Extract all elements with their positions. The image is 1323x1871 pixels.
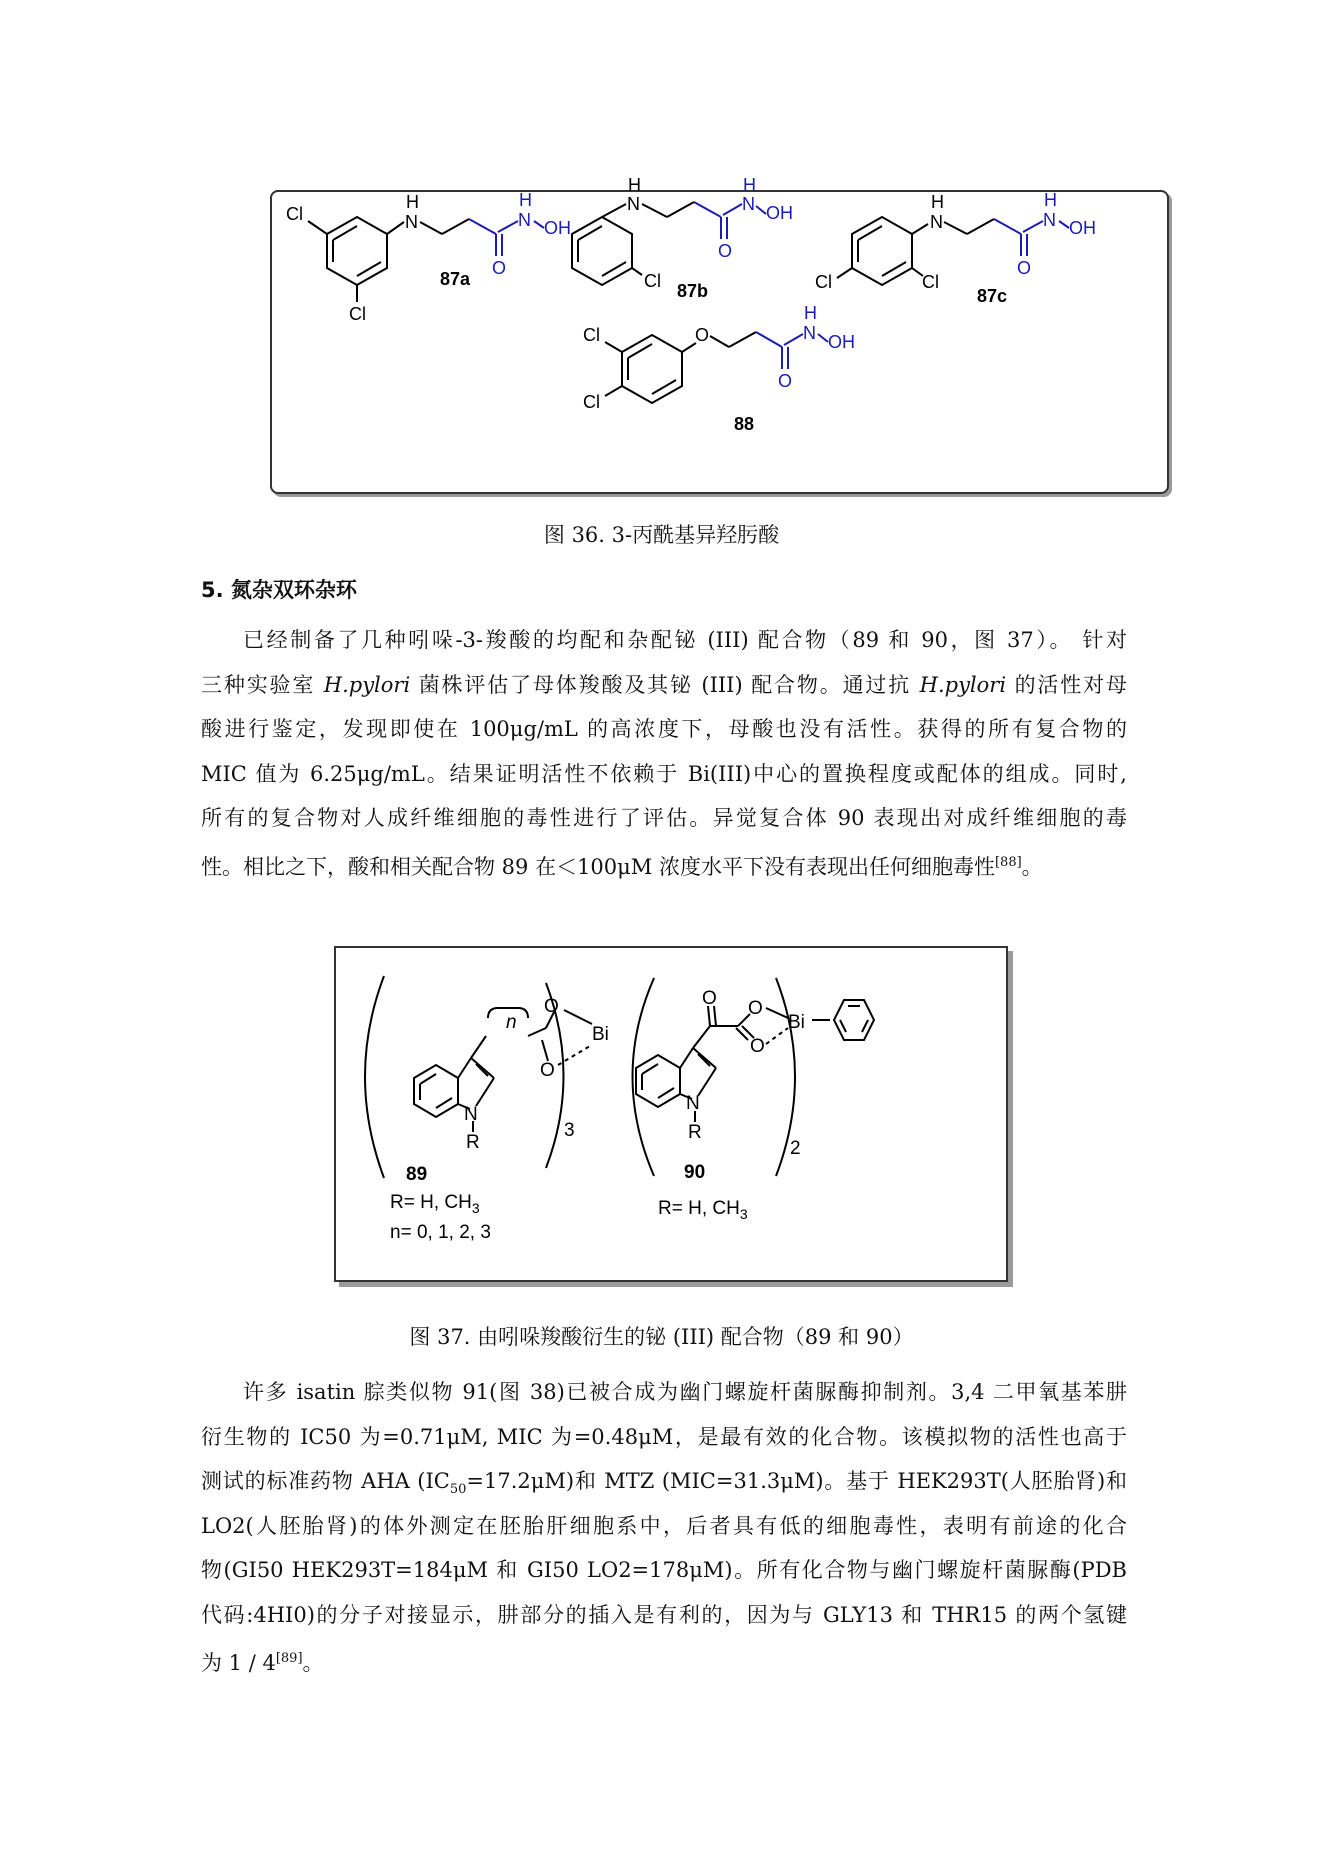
87c-linker-h: H: [931, 192, 944, 212]
90-subscript: 2: [790, 1138, 801, 1159]
87c-linker: N: [930, 212, 943, 232]
87b-n: N: [742, 194, 755, 214]
89-subscript: 3: [564, 1120, 575, 1141]
89-label: 89: [406, 1164, 428, 1185]
paragraph-1-line: 已经制备了几种吲哚-3-羧酸的均配和杂配铋 (III) 配合物（89 和 90，图 37）。 针对: [243, 628, 1127, 652]
87a-cl-2: Cl: [349, 304, 366, 324]
89-n-def: n= 0, 1, 2, 3: [390, 1222, 491, 1243]
citation[interactable]: [89]: [275, 1651, 303, 1666]
88-cl-1: Cl: [583, 325, 600, 345]
90-n: N: [686, 1093, 700, 1114]
paragraph-2-line: 为 1 / 4[89]。: [201, 1651, 324, 1675]
87c-cl-2: Cl: [922, 272, 939, 292]
88-label: 88: [734, 414, 755, 434]
87b-cl: Cl: [644, 271, 661, 291]
87a-n: N: [518, 210, 531, 230]
90-label: 90: [684, 1162, 706, 1183]
paragraph-1-line: MIC 值为 6.25μg/mL。结果证明活性不依赖于 Bi(III)中心的置换程度或配体的组成。同时,: [201, 761, 1127, 786]
90-o-top: O: [748, 998, 763, 1019]
87b-oh: OH: [766, 203, 793, 223]
87a-label: 87a: [440, 269, 471, 289]
figure-37: [334, 946, 1008, 1282]
87b-label: 87b: [677, 281, 709, 301]
89-n: N: [464, 1104, 478, 1125]
87a-cl-1: Cl: [286, 204, 303, 224]
87a-linker: N: [405, 212, 418, 232]
paragraph-1-line: 所有的复合物对人成纤维细胞的毒性进行了评估。异觉复合体 90 表现出对成纤维细胞的毒: [201, 806, 1127, 830]
89-r-def: R= H, $CH_3$: [390, 1192, 480, 1216]
90-o-bottom: O: [750, 1036, 765, 1057]
87a-linker-h: H: [406, 192, 419, 212]
88-o: O: [778, 371, 793, 391]
87a-o: O: [492, 258, 507, 278]
paragraph-1-line: 性。相比之下，酸和相关配合物 89 在＜100μM 浓度水平下没有表现出任何细胞毒性[88]。: [201, 854, 1043, 879]
88-n: N: [803, 323, 816, 343]
89-repeat: n: [506, 1012, 517, 1033]
90-metal: Bi: [788, 1012, 805, 1033]
paragraph-2-line: 许多 isatin 腙类似物 91(图 38)已被合成为幽门螺旋杆菌脲酶抑制剂。3,4 二甲氧基苯肼: [243, 1380, 1127, 1404]
paragraph-2: [201, 1370, 1127, 1682]
87c-n: N: [1043, 210, 1056, 230]
figure-36-structures: [272, 175, 1167, 492]
89-o-bottom: O: [540, 1060, 555, 1081]
87c-cl-1: Cl: [815, 272, 832, 292]
87b-o: O: [718, 241, 733, 261]
87b-linker: N: [627, 194, 640, 214]
88-linker: O: [695, 325, 710, 345]
paragraph-1-line: 三种实验室 H.pylori 菌株评估了母体羧酸及其铋 (III) 配合物。通过抗 H.pylori 的活性对母: [201, 672, 1127, 697]
section-heading: 5. 氮杂双环杂环: [201, 578, 357, 602]
90-o-carbonyl: O: [702, 988, 717, 1009]
87c-o: O: [1017, 258, 1032, 278]
paragraph-2-line: 测试的标准药物 AHA $(IC_{50}=17.2\mu M)$和 MTZ (MIC=31.3μM)。基于 HEK293T(人胚胎肾)和: [201, 1469, 1127, 1498]
89-metal: Bi: [592, 1024, 609, 1045]
87a-oh: OH: [544, 218, 571, 238]
paragraph-2-line: 衍生物的 IC50 为=0.71μM, MIC 为=0.48μM，是最有效的化合物。该模拟物的活性也高于: [201, 1424, 1127, 1449]
figure-37-caption: 图 37. 由吲哚羧酸衍生的铋 (III) 配合物（89 和 90）: [409, 1325, 914, 1349]
88-cl-2: Cl: [583, 392, 600, 412]
citation[interactable]: [88]: [994, 854, 1022, 870]
88-h: H: [804, 303, 817, 323]
paragraph-2-line: 代码:4HI0)的分子对接显示，肼部分的插入是有利的，因为与 GLY13 和 THR15 的两个氢键: [201, 1602, 1127, 1627]
90-r-def: R= H, $CH_3$: [658, 1198, 748, 1222]
89-o-top: O: [544, 996, 559, 1017]
87b-linker-h: H: [628, 175, 641, 195]
figure-36-caption: 图 36. 3-丙酰基异羟肟酸: [543, 523, 780, 547]
paragraph-2-line: LO2(人胚胎肾)的体外测定在胚胎肝细胞系中，后者具有低的细胞毒性，表明有前途的化合: [201, 1513, 1127, 1538]
paragraph-1: [201, 618, 1127, 885]
87a-h: H: [519, 190, 532, 210]
88-oh: OH: [828, 332, 855, 352]
figure-36: [270, 175, 1169, 494]
paragraph-2-line: 物(GI50 HEK293T=184μM 和 GI50 LO2=178μM)。所有化合物与幽门螺旋杆菌脲酶(PDB: [201, 1558, 1127, 1582]
90-r: R: [688, 1122, 702, 1143]
89-r: R: [466, 1132, 480, 1153]
figure-37-structures: [336, 948, 1006, 1280]
87c-h: H: [1044, 190, 1057, 210]
87c-oh: OH: [1069, 218, 1096, 238]
paragraph-1-line: 酸进行鉴定，发现即使在 100μg/mL 的高浓度下，母酸也没有活性。获得的所有复合物的: [201, 717, 1127, 741]
87b-h: H: [743, 175, 756, 195]
87c-label: 87c: [977, 286, 1008, 306]
